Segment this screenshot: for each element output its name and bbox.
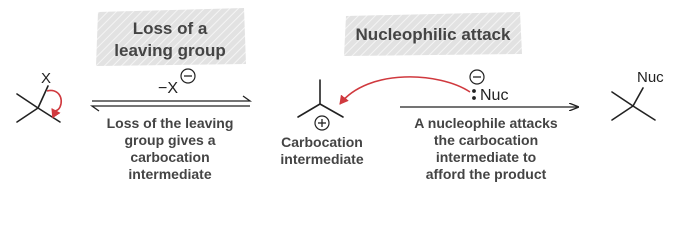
step1-desc-line3: carbocation [130, 149, 210, 165]
carbocation-label-line2: intermediate [280, 151, 364, 167]
product-molecule [612, 88, 655, 120]
step1-description [107, 115, 234, 182]
nucleophile-minus-charge-icon [470, 70, 484, 84]
equilibrium-arrows [92, 96, 250, 111]
product-bond-lower-right [633, 106, 655, 120]
step2-header [344, 12, 522, 56]
substrate-bond-to-x [38, 86, 48, 108]
step1-reagent [158, 69, 195, 97]
step1-desc-line1: Loss of the leaving [106, 115, 234, 131]
product-nuc-label: Nuc [637, 69, 664, 86]
substrate-bond-upper-left [17, 94, 38, 108]
step2-header-title: Nucleophilic attack [355, 25, 511, 44]
carbocation-bond-right [320, 104, 343, 117]
product-bond-to-nuc [633, 88, 643, 106]
carbocation-label-line1: Carbocation [281, 134, 363, 150]
nucleophile-label: Nuc [480, 87, 509, 104]
step2-desc-line2: the carbocation [433, 132, 539, 148]
nucleophile [470, 70, 508, 104]
leaving-group-curved-arrow [47, 90, 61, 110]
product-bond-lower-left [612, 106, 633, 120]
step1-desc-line2: group gives a [124, 132, 216, 148]
step2-description [414, 115, 558, 182]
step2-desc-line3: intermediate to [435, 149, 537, 165]
substrate-x-label: X [40, 70, 52, 87]
nucleophilic-attack-curved-arrow [340, 77, 470, 104]
plus-charge-icon [315, 116, 329, 130]
step1-header-line1: Loss of a [132, 19, 208, 38]
substrate-bond-lower-left [17, 108, 38, 122]
step1-desc-line4: intermediate [128, 166, 212, 182]
product-bond-upper-left [612, 92, 633, 106]
step1-reagent-label: −X [158, 80, 179, 97]
carbocation-bond-left [298, 104, 320, 117]
reverse-arrow [92, 106, 250, 111]
minus-charge-icon [181, 69, 195, 83]
carbocation-molecule [298, 80, 343, 117]
step1-header-line2: leaving group [114, 41, 226, 60]
step2-desc-line4: afford the product [425, 166, 547, 182]
step1-header [96, 8, 246, 66]
step2-desc-line1: A nucleophile attacks [414, 115, 558, 131]
lone-pair-icon [472, 89, 476, 100]
